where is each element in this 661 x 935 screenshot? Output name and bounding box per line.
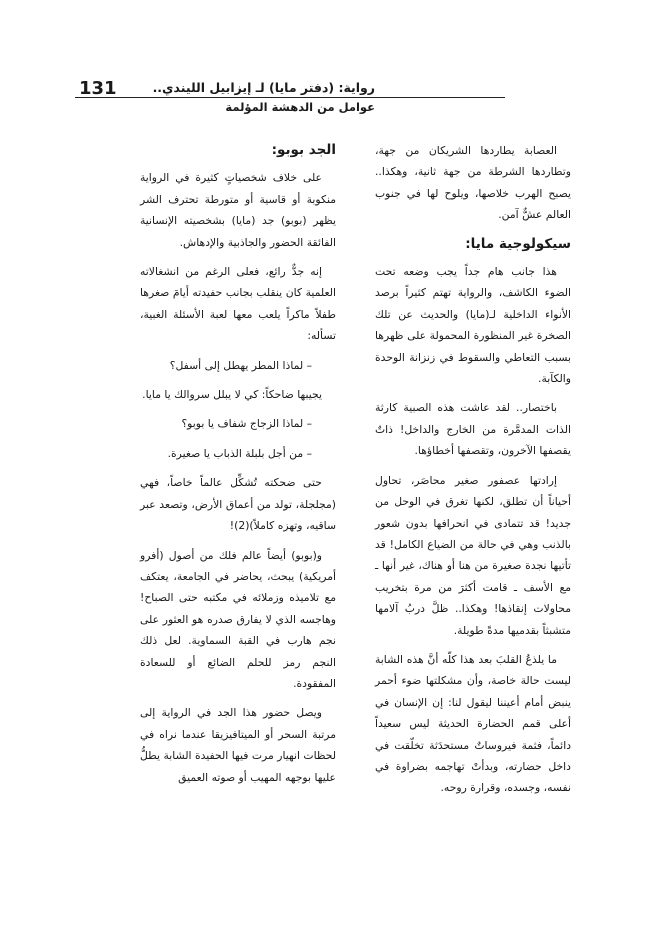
- body-paragraph: ويصل حضور هذا الجد في الرواية إلى مرتبة السحر أو الميتافيزيقا عندما نراه في لحظات انهيار مرت فيها الحفيدة الشابة يطلُّ عليها بوجهه المهيب أو صوته العميق: [140, 706, 336, 784]
- body-paragraph: حتى ضحكته تُشكِّل عالماً خاصاً، فهي (مجلجلة، تولد من أعماق الأرض، وتصعد عبر ساقيه، وتهزه كاملاً)(2)!: [140, 476, 336, 533]
- body-paragraph: يجيبها ضاحكاً: كي لا يبلل سروالك يا مايا.: [142, 388, 322, 402]
- page-header: [75, 76, 505, 126]
- body-paragraph: هذا جانب هام جداً يجب وضعه تحت الضوء الكاشف، والرواية تهتم كثيراً برصد الأنواء الداخلية لـ(مايا) والحديث عن تلك الصخرة غير المنظورة المحمولة على ظهرها بسبب التعاطي والسقوط في زنزانة الوحدة والكآبة.: [375, 265, 571, 386]
- left-column: [140, 140, 336, 796]
- dialogue-line: – من أجل بلبلة الذباب يا صغيرة.: [167, 446, 312, 460]
- body-paragraph: على خلاف شخصياتٍ كثيرة في الرواية منكوبة أو قاسية أو متورطة تحترف الشر يظهر (بوبو) جد (مايا) بشخصيته الإنسانية الفائقة الحضور والجاذبية والإدهاش.: [140, 171, 336, 249]
- dialogue-line: – لماذا المطر يهطل إلى أسفل؟: [169, 358, 312, 372]
- body-paragraph: إرادتها عصفور صغير محاصَر، تحاول أحياناً أن تطلق، لكنها تغرق في الوحل من جديد! قد تتمادى في انحرافها بدون شعور بالذنب وهي في حالة من الضياع الكامل! قد تأتيها نجدة صغيرة من هنا أو هناك، غير أنها ـ مع الأسف ـ قامت أكثرَ من مرة بتخريب محاولات إنقاذها! وهكذا.. ظلَّ دربُ آلامها متشبثاً بقدميها مدةً طويلة.: [375, 473, 571, 637]
- body-paragraph: ما يلذعُ القلبَ بعد هذا كلّه أنَّ هذه الشابة ليست حالة خاصة، وأن مشكلتها ضوء أحمر ينبض أمام أعيننا ليقول لنا: إن الإنسان في أعلى قمم الحضارة الحديثة ليس سعيداً دائماً، فثمة فيروساتٌ مستحدَثة تخلّقت في داخل حضارته، وبدأتْ تهاجمه بضراوة في نفسه، وجسده، وقرارة روحه.: [375, 652, 571, 795]
- body-paragraph: باختصار.. لقد عاشت هذه الصبية كارثة الذات المدمَّرة من الخارج والداخل! ذاتٌ يقصفها الآخرون، وتقصفها أخطاؤها.: [375, 401, 571, 458]
- header-rule: [75, 97, 505, 98]
- right-column: [375, 140, 571, 807]
- running-subtitle: عوامل من الدهشة المؤلمة: [225, 100, 375, 114]
- page-number: 131: [79, 78, 117, 99]
- running-title: رواية: (دفتر مايا) لـ إيزابيل الليندي..: [152, 80, 375, 95]
- section-title-grandfather: الجد بوبو:: [271, 142, 336, 158]
- dialogue-line: – لماذا الزجاج شفاف يا بوبو؟: [181, 417, 312, 431]
- intro-paragraph: العصابة يطاردها الشريكان من جهة، وتطاردها الشرطة من جهة ثانية، وهكذا.. يصبح الهرب خلاصها، ويلوح لها في جنوب العالم عشٌّ آمن.: [375, 144, 571, 222]
- body-paragraph: إنه جدٌّ رائع، فعلى الرغم من انشغالاته العلمية كان ينقلب بجانب حفيدته أيامَ صغرها طفلاً ماكراً يلعب معها لعبة الأسئلة الغبية، تسأله:: [140, 265, 336, 343]
- body-paragraph: و(بوبو) أيضاً عالم فلك من أصول (أفرو أمريكية) يبحث، يحاضر في الجامعة، يعتكف مع تلاميذه وزملائه في مكتبه حتى الصباح! وهاجسه الذي لا يفارق صدره هو العثور على نجم هارب في القبة السماوية. لعل ذلك النجم رمز للحلم الضائع أو للسعادة المفقودة.: [140, 548, 336, 690]
- section-title-psychology: سيكولوجية مايا:: [465, 235, 571, 252]
